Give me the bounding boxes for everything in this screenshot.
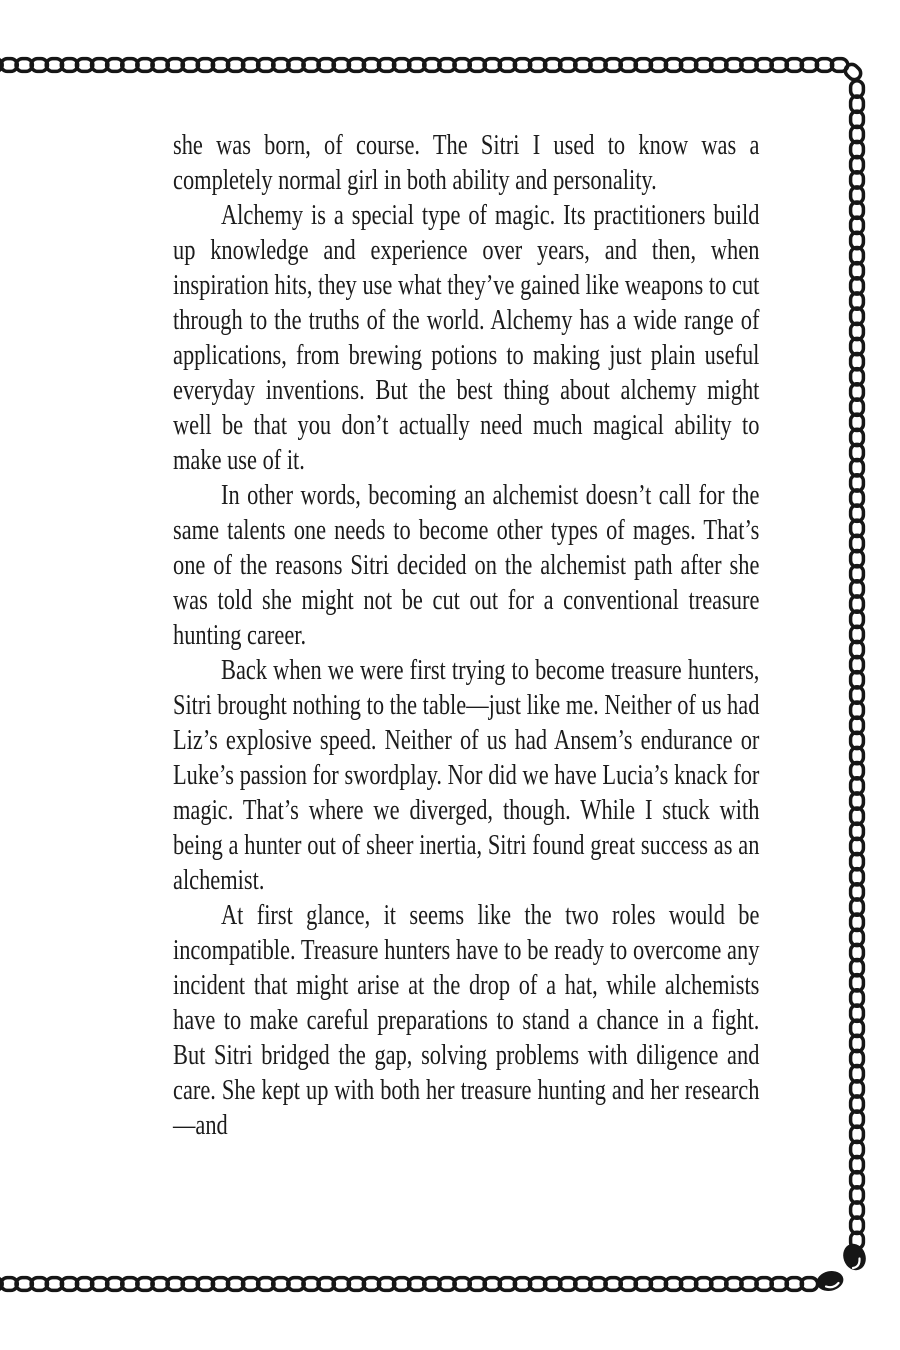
paragraph: Back when we were first trying to become treasure hunters, Sitri brought nothing to the table—just like me. Neither of us had Liz’s explosive speed. Neither of us had Ansem’s endurance or Luke’s passion for swordplay. Nor did we have Lucia’s knack for magic. That’s where we diverged, though. While I stuck with being a hunter out of sheer inertia, Sitri found great success as an alchemist. [173, 655, 760, 896]
chain-clasp-right-icon [840, 1241, 870, 1274]
paragraph: she was born, of course. The Sitri I used to know was a completely normal girl in both ability and personality. [173, 130, 760, 196]
paragraph: In other words, becoming an alchemist doesn’t call for the same talents one needs to become other types of mages. That’s one of the reasons Sitri decided on the alchemist path after she was told she might not be cut out for a conventional treasure hunting career. [173, 480, 760, 651]
paragraph: Alchemy is a special type of magic. Its practitioners build up knowledge and experience over years, and then, when inspiration hits, they use what they’ve gained like weapons to cut through to the truths of the world. Alchemy has a wide range of applications, from brewing potions to making just plain useful everyday inventions. But the best thing about alchemy might well be that you don’t actually need much magical ability to make use of it. [173, 200, 760, 476]
chain-clasp-bottom-icon [815, 1269, 845, 1294]
chain-corner-link-icon [843, 62, 864, 83]
page-text-block [173, 128, 759, 1143]
paragraph: At first glance, it seems like the two roles would be incompatible. Treasure hunters have to be ready to overcome any incident that might arise at the drop of a hat, while alchemists have to make careful preparations to stand a chance in a fight. But Sitri bridged the gap, solving problems with diligence and care. She kept up with both her treasure hunting and her research—and [173, 900, 760, 1141]
